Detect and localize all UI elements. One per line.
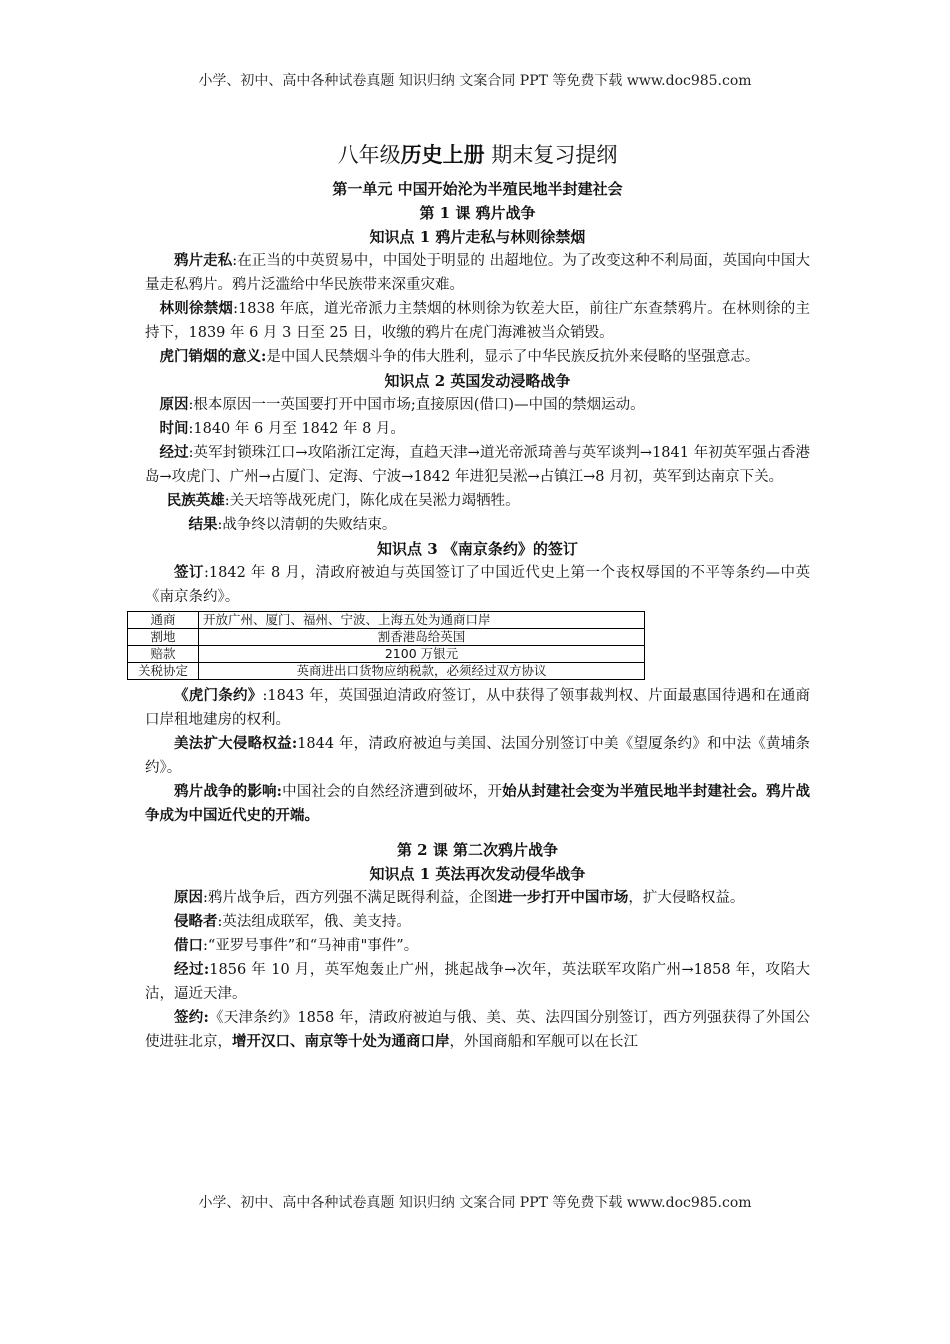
document-body xyxy=(137,140,811,1054)
table-row: 关税协定 英商进出口货物应纳税款，必须经过双方协议 xyxy=(128,663,645,680)
page-footer: 小学、初中、高中各种试卷真题 知识归纳 文案合同 PPT 等免费下载 www.doc985.com xyxy=(198,1195,752,1211)
paragraph-course-2: 经过:1856 年 10 月，英军炮轰止广州，挑起战争→次年，英法联军攻陷广州→1858 年，攻陷大沽，逼近天津。 xyxy=(145,961,810,1002)
paragraph-cause-2: 原因:鸦片战争后，西方列强不满足既得利益，企图进一步打开中国市场，扩大侵略权益。 xyxy=(174,889,745,906)
paragraph-humen-significance: 虎门销烟的意义:是中国人民禁烟斗争的伟大胜利，显示了中华民族反抗外来侵略的坚强意志。 xyxy=(159,348,760,365)
paragraph-opium-smuggling: 鸦片走私:在正当的中英贸易中，中国处于明显的 出超地位。为了改变这种不利局面，英国向中国大量走私鸦片。鸦片泛滥给中华民族带来深重灾难。 xyxy=(145,252,810,293)
page-header: 小学、初中、高中各种试卷真题 知识归纳 文案合同 PPT 等免费下载 www.doc985.com xyxy=(198,73,752,89)
unit-heading: 第一单元 中国开始沦为半殖民地半封建社会 xyxy=(332,180,623,198)
paragraph-pretext: 借口:“亚罗号事件”和“马神甫"事件”。 xyxy=(174,937,419,954)
paragraph-lin-zexu-ban: 林则徐禁烟:1838 年底，道光帝派力主禁烟的林则徐为钦差大臣，前往广东查禁鸦片。在林则徐的主持下，1839 年 6 月 3 日至 25 日，收缴的鸦片在虎门海滩被当众销毁。 xyxy=(145,300,810,341)
paragraph-result: 结果:战争终以清朝的失败结束。 xyxy=(188,516,397,533)
knowledge-point-heading: 知识点 1 英法再次发动侵华战争 xyxy=(369,865,586,883)
paragraph-us-france: 美法扩大侵略权益:1844 年，清政府被迫与美国、法国分别签订中美《望厦条约》和中法《黄埔条约》。 xyxy=(145,735,810,776)
table-row: 割地 割香港岛给英国 xyxy=(128,629,645,646)
table-row: 赔款 2100 万银元 xyxy=(128,646,645,663)
title-bold: 历史上册 xyxy=(400,142,485,167)
paragraph-national-heroes: 民族英雄:关天培等战死虎门，陈化成在吴淞力竭牺牲。 xyxy=(166,492,520,509)
paragraph-aggressors: 侵略者:英法组成联军，俄、美支持。 xyxy=(174,913,411,930)
nanjing-treaty-table xyxy=(127,611,645,680)
paragraph-treaty-signing: 签订:1842 年 8 月，清政府被迫与英国签订了中国近代史上第一个丧权辱国的不平等条约—中英《南京条约》。 xyxy=(145,564,811,605)
paragraph-bogue-treaty: 《虎门条约》:1843 年，英国强迫清政府签订，从中获得了领事裁判权、片面最惠国待遇和在通商口岸租地建房的权利。 xyxy=(145,687,811,728)
lesson-1-heading: 第 1 课 鸦片战争 xyxy=(419,204,536,222)
paragraph-war-impact: 鸦片战争的影响:中国社会的自然经济遭到破坏，开始从封建社会变为半殖民地半封建社会。鸦片战争成为中国近代史的开端。 xyxy=(145,783,810,824)
page-title xyxy=(145,140,810,170)
table-row: 通商 开放广州、厦门、福州、宁波、上海五处为通商口岸 xyxy=(128,612,645,629)
paragraph-course: 经过:英军封锁珠江口→攻陷浙江定海，直趋天津→道光帝派琦善与英军谈判→1841 年初英军强占香港岛→攻虎门、广州→占厦门、定海、宁波→1842 年进犯吴淞→占镇江→8 月初，英军到达南京下关。 xyxy=(145,444,811,485)
paragraph-cause: 原因:根本原因一一英国要打开中国市场;直接原因(借口)—中国的禁烟运动。 xyxy=(159,396,645,413)
knowledge-point-heading: 知识点 1 鸦片走私与林则徐禁烟 xyxy=(369,228,586,246)
knowledge-point-heading: 知识点 3 《南京条约》的签订 xyxy=(377,540,578,558)
knowledge-point-heading: 知识点 2 英国发动浸略战争 xyxy=(384,372,571,390)
paragraph-time: 时间:1840 年 6 月至 1842 年 8 月。 xyxy=(159,420,405,437)
title-suffix: 期末复习提纲 xyxy=(484,143,618,167)
paragraph-treaty-signing-2: 签约:《天津条约》1858 年，清政府被迫与俄、美、英、法四国分别签订，西方列强获得了外国公使进驻北京，增开汉口、南京等十处为通商口岸，外国商船和军舰可以在长江 xyxy=(145,1009,810,1050)
lesson-2-heading: 第 2 课 第二次鸦片战争 xyxy=(396,841,559,859)
title-prefix: 八年级 xyxy=(337,143,401,167)
